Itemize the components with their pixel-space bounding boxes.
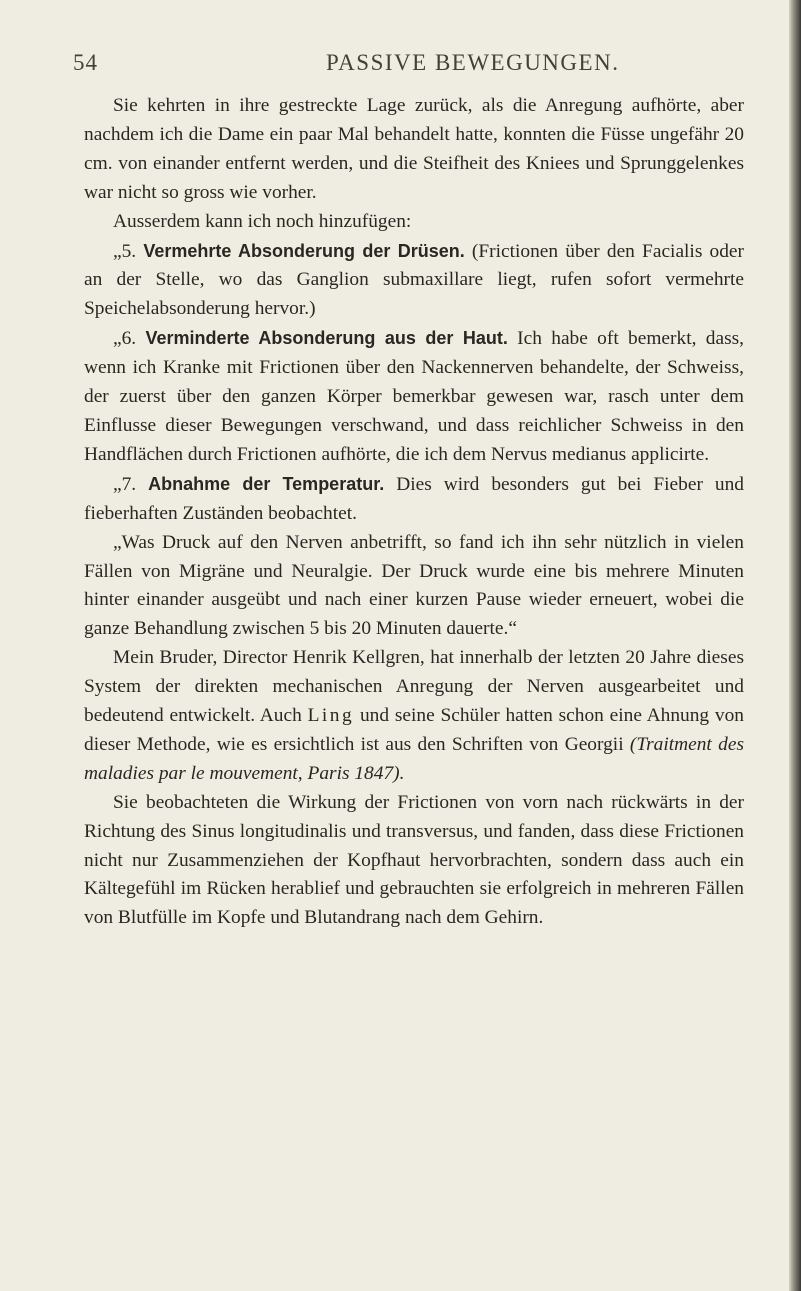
item-number: „7. — [113, 473, 149, 495]
section-heading: Verminderte Absonderung aus der Haut. — [145, 328, 508, 349]
page-edge-shadow — [789, 0, 801, 1291]
paragraph-text: Ausserdem kann ich noch hinzufügen: — [113, 210, 412, 232]
paragraph-1 — [84, 92, 744, 208]
page-header — [0, 50, 801, 82]
paragraph-text: Mein Bruder, Director Henrik Kellgren, hat innerhalb der letzten 20 Jahre dieses System der direkten mechanischen Anregung der Nerven ausgearbeitet und bedeutend entwickelt. Auch — [84, 647, 744, 727]
body-text — [84, 92, 744, 933]
paragraph-text: Ich habe oft bemerkt, dass, wenn ich Kranke mit Frictionen über den Nackennerven behandelte, der Schweiss, der zuerst über den ganzen Körper bemerkbar gewesen war, rasch unter dem Einflusse dieser Bewegungen verschwand, und dass reichlicher Schweiss in den Handflächen durch Frictionen aufhörte, die ich dem Nervus medianus applicirte. — [84, 328, 745, 465]
section-heading: Abnahme der Temperatur. — [148, 473, 385, 494]
paragraph-text: und seine Schüler hatten schon eine Ahnung von dieser Methode, wie es ersichtlich ist aus den Schriften von Georgii — [84, 705, 744, 755]
running-title: PASSIVE BEWEGUNGEN. — [326, 50, 620, 75]
paragraph-text: Sie beobachteten die Wirkung der Frictionen von vorn nach rückwärts in der Richtung des Sinus longitudinalis und transversus, und fanden, dass diese Frictionen nicht nur Zusammenziehen der Kopfhaut hervorbrachten, sondern dass auch ein Kältegefühl im Rücken herablief und gebrauchten sie erfolgreich in mehreren Fällen von Blutfülle im Kopfe und Blutandrang nach dem Gehirn. — [84, 791, 744, 929]
paragraph-8 — [84, 789, 744, 934]
paragraph-7 — [84, 644, 744, 789]
paragraph-text: (Frictionen über den Facialis oder an der Stelle, wo das Ganglion submaxillare liegt, rufen sofort vermehrte Speichelabsonderung hervor.) — [84, 240, 744, 320]
italic-citation: (Traitment des maladies par le mouvement, Paris 1847). — [84, 733, 744, 784]
paragraph-text: Sie kehrten in ihre gestreckte Lage zurück, als die Anregung aufhörte, aber nachdem ich die Dame ein paar Mal behandelt hatte, konnten die Füsse ungefähr 20 cm. von einander entfernt werden, und die Steifheit des Kniees und Sprunggelenkes war nicht so gross wie vorher. — [84, 95, 744, 203]
paragraph-6 — [84, 529, 744, 645]
paragraph-text: „Was Druck auf den Nerven anbetrifft, so fand ich ihn sehr nützlich in vielen Fällen von Migräne und Neuralgie. Der Druck wurde eine bis mehrere Minuten hinter einander ausgeübt und nach einer kurzen Pause wieder erneuert, wobei die ganze Behandlung zwischen 5 bis 20 Minuten dauerte.“ — [84, 531, 744, 640]
paragraph-4 — [84, 324, 744, 470]
paragraph-text: Dies wird besonders gut bei Fieber und fieberhaften Zuständen beobachtet. — [84, 473, 744, 524]
item-number: „6. — [113, 328, 146, 350]
paragraph-5 — [84, 470, 744, 529]
item-number: „5. — [113, 240, 144, 262]
page-number: 54 — [73, 50, 98, 75]
paragraph-2 — [84, 208, 744, 237]
paragraph-3 — [84, 237, 744, 325]
spaced-name: Ling — [307, 705, 355, 727]
section-heading: Vermehrte Absonderung der Drüsen. — [143, 240, 465, 261]
